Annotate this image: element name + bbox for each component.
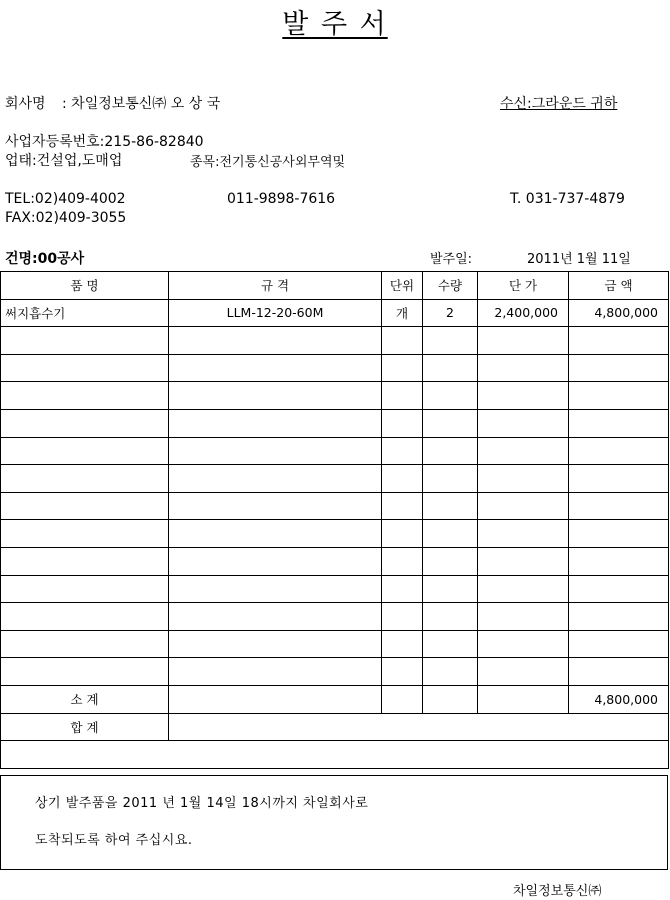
item-unit: [382, 658, 423, 686]
item-unit: [382, 630, 423, 658]
item-spec: [169, 437, 382, 465]
column-header: 수량: [423, 272, 478, 300]
item-qty: [423, 520, 478, 548]
item-unit: [382, 547, 423, 575]
item-unit: [382, 492, 423, 520]
order-date-label: 발주일:: [430, 252, 473, 267]
item-amount: [569, 547, 669, 575]
item-qty: [423, 465, 478, 493]
table-row: [1, 327, 669, 355]
mobile: 011-9898-7616: [227, 191, 336, 207]
total-amount: [169, 713, 669, 741]
subtotal-amount: 4,800,000: [569, 685, 669, 713]
column-header: 규 격: [169, 272, 382, 300]
item-amount: [569, 492, 669, 520]
item-spec: [169, 382, 382, 410]
item-qty: 2: [423, 299, 478, 327]
item-qty: [423, 409, 478, 437]
item-price: [478, 327, 569, 355]
item-price: 2,400,000: [478, 299, 569, 327]
item-qty: [423, 382, 478, 410]
item-price: [478, 603, 569, 631]
item-price: [478, 630, 569, 658]
document-title: 발 주 서: [282, 9, 388, 40]
note-line: 상기 발주품을 2011 년 1월 14일 18시까지 차일회사로: [35, 796, 369, 811]
note-line: 도착되도록 하여 주십시요.: [35, 833, 193, 848]
item-unit: [382, 603, 423, 631]
item-unit: [382, 327, 423, 355]
business-number: 사업자등록번호:215-86-82840: [5, 134, 204, 150]
item-name: [1, 603, 169, 631]
company-label: 회사명: [5, 96, 46, 112]
item-spec: [169, 354, 382, 382]
column-header: 금 액: [569, 272, 669, 300]
item-unit: [382, 520, 423, 548]
project-name: 건명:00공사: [5, 251, 85, 267]
item-price: [478, 575, 569, 603]
table-row: [1, 520, 669, 548]
table-row: [1, 658, 669, 686]
table-row: [1, 409, 669, 437]
item-amount: [569, 465, 669, 493]
item-amount: [569, 354, 669, 382]
table-row: [1, 492, 669, 520]
total-row: [1, 713, 669, 741]
item-amount: [569, 437, 669, 465]
item-name: [1, 382, 169, 410]
item-name: [1, 575, 169, 603]
item-qty: [423, 658, 478, 686]
item-spec: LLM-12-20-60M: [169, 299, 382, 327]
table-row: [1, 437, 669, 465]
item-unit: 개: [382, 299, 423, 327]
table-row: [1, 630, 669, 658]
item-price: [478, 465, 569, 493]
item-price: [478, 492, 569, 520]
item-spec: [169, 492, 382, 520]
item-amount: [569, 658, 669, 686]
item-spec: [169, 409, 382, 437]
item-name: [1, 520, 169, 548]
table-header-row: [1, 272, 669, 300]
item-name: [1, 327, 169, 355]
item-price: [478, 354, 569, 382]
item-qty: [423, 575, 478, 603]
order-table: [0, 271, 669, 769]
table-row: [1, 465, 669, 493]
item-name: [1, 658, 169, 686]
item-amount: 4,800,000: [569, 299, 669, 327]
item-price: [478, 437, 569, 465]
item-qty: [423, 437, 478, 465]
tel2: T. 031-737-4879: [510, 191, 625, 207]
column-header: 품 명: [1, 272, 169, 300]
item-spec: [169, 520, 382, 548]
recipient: 수신:그라운드 귀하: [500, 96, 618, 112]
column-header: 단위: [382, 272, 423, 300]
item-spec: [169, 603, 382, 631]
item-price: [478, 547, 569, 575]
item-spec: [169, 465, 382, 493]
item-spec: [169, 547, 382, 575]
item-amount: [569, 630, 669, 658]
item-spec: [169, 630, 382, 658]
tel: TEL:02)409-4002: [5, 191, 126, 207]
item-price: [478, 409, 569, 437]
item-amount: [569, 382, 669, 410]
item-spec: [169, 327, 382, 355]
item-name: [1, 409, 169, 437]
item-qty: [423, 547, 478, 575]
table-row: [1, 382, 669, 410]
table-row: [1, 547, 669, 575]
table-row: [1, 603, 669, 631]
business-type: 업태:건설업,도매업: [5, 153, 123, 169]
item-unit: [382, 354, 423, 382]
item-price: [478, 658, 569, 686]
item-name: [1, 354, 169, 382]
subtotal-label: 소 계: [1, 685, 169, 713]
subtotal-row: [1, 685, 669, 713]
item-amount: [569, 327, 669, 355]
table-row: [1, 299, 669, 327]
item-spec: [169, 575, 382, 603]
item-qty: [423, 354, 478, 382]
item-amount: [569, 409, 669, 437]
item-amount: [569, 603, 669, 631]
item-name: [1, 547, 169, 575]
company-value: : 차일정보통신㈜ 오 상 국: [62, 96, 221, 112]
footer-company: 차일정보통신㈜: [513, 884, 602, 899]
item-price: [478, 382, 569, 410]
item-amount: [569, 575, 669, 603]
table-row: [1, 354, 669, 382]
item-qty: [423, 492, 478, 520]
item-unit: [382, 382, 423, 410]
blank-row: [1, 741, 669, 769]
order-date: 2011년 1월 11일: [527, 252, 631, 267]
item-unit: [382, 465, 423, 493]
column-header: 단 가: [478, 272, 569, 300]
item-unit: [382, 575, 423, 603]
item-price: [478, 520, 569, 548]
item-name: 써지흡수기: [1, 299, 169, 327]
item-unit: [382, 437, 423, 465]
item-spec: [169, 658, 382, 686]
item-qty: [423, 327, 478, 355]
business-item: 종목:전기통신공사외무역및: [190, 155, 346, 170]
item-name: [1, 492, 169, 520]
item-qty: [423, 603, 478, 631]
fax: FAX:02)409-3055: [5, 210, 127, 226]
table-row: [1, 575, 669, 603]
item-name: [1, 437, 169, 465]
item-unit: [382, 409, 423, 437]
total-label: 합 계: [1, 713, 169, 741]
item-name: [1, 465, 169, 493]
notes-box: [0, 775, 668, 870]
item-amount: [569, 520, 669, 548]
item-qty: [423, 630, 478, 658]
item-name: [1, 630, 169, 658]
